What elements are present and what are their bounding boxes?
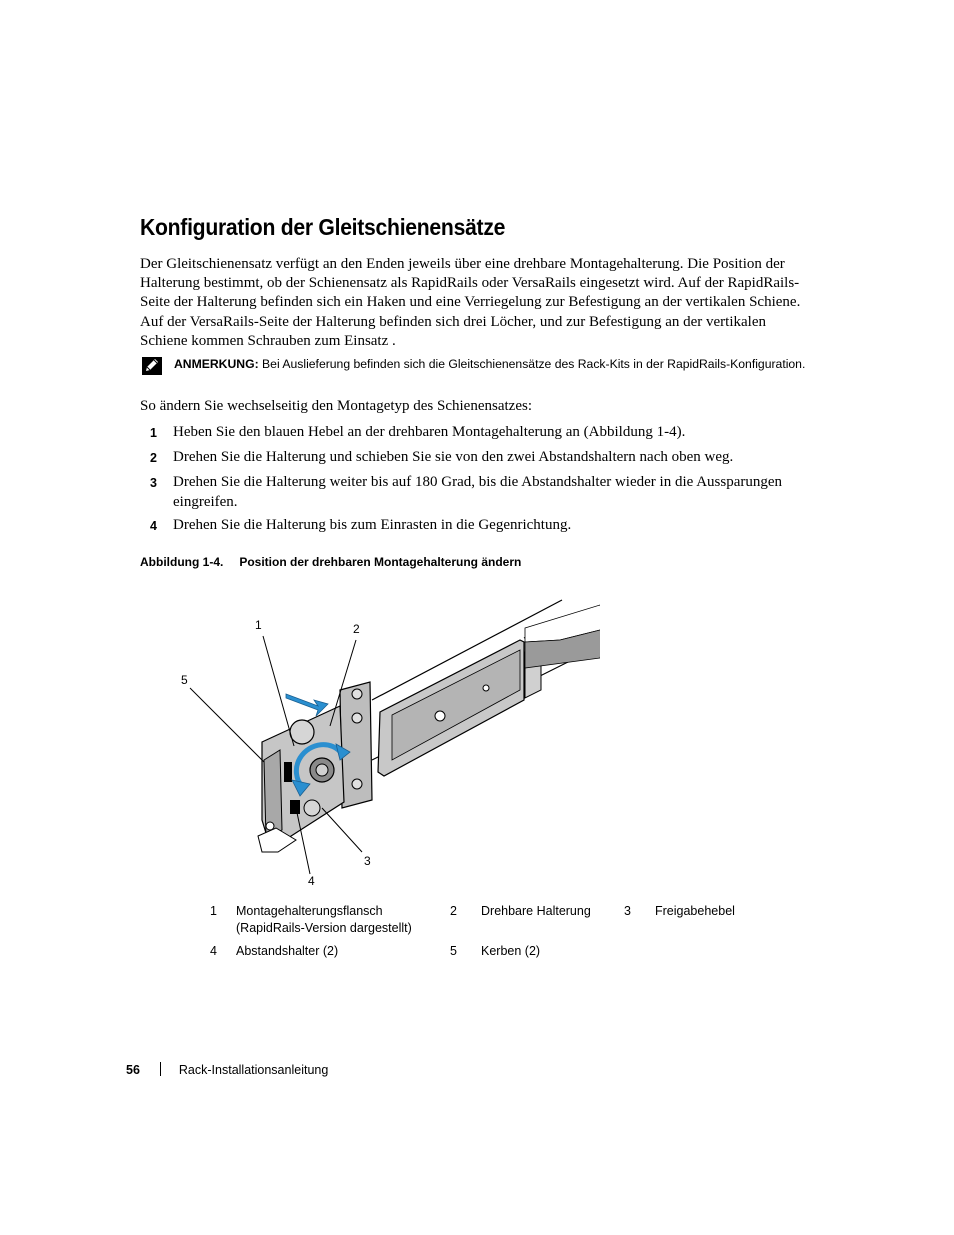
legend-number: 4 — [210, 944, 217, 958]
legend-number: 3 — [624, 904, 631, 918]
caption-label: Abbildung 1-4. — [140, 555, 224, 569]
step-number: 2 — [150, 451, 157, 465]
pencil-note-icon — [142, 357, 162, 375]
step-number: 1 — [150, 426, 157, 440]
callout-1: 1 — [255, 618, 262, 632]
note-body: Bei Auslieferung befinden sich die Gleitschienensätze des Rack-Kits in der RapidRails-Konfiguration. — [262, 357, 806, 371]
page-footer — [126, 1062, 328, 1077]
footer-divider — [160, 1062, 161, 1076]
step-number: 3 — [150, 476, 157, 490]
caption-text: Position der drehbaren Montagehalterung ändern — [239, 555, 522, 569]
steps-lead: So ändern Sie wechselseitig den Montagetyp des Schienensatzes: — [140, 398, 532, 414]
legend-number: 2 — [450, 904, 457, 918]
legend-number: 5 — [450, 944, 457, 958]
page-number: 56 — [126, 1063, 140, 1077]
footer-title: Rack-Installationsanleitung — [178, 1063, 329, 1077]
step-number: 4 — [150, 519, 157, 533]
callout-3: 3 — [364, 854, 371, 868]
note-label: ANMERKUNG: — [174, 357, 259, 371]
figure-caption — [140, 555, 521, 569]
callout-2: 2 — [353, 622, 360, 636]
callout-4: 4 — [308, 874, 315, 888]
legend-text: Abstandshalter (2) — [236, 944, 339, 958]
step-text: Heben Sie den blauen Hebel an der drehbaren Montagehalterung an (Abbildung 1-4). — [173, 424, 686, 440]
legend-number: 1 — [210, 904, 217, 918]
bracket-illustration — [170, 595, 600, 895]
legend-text: Drehbare Halterung — [481, 904, 591, 918]
step-text: Drehen Sie die Halterung und schieben Sie sie von den zwei Abstandshaltern nach oben weg. — [173, 449, 734, 465]
note-text — [174, 355, 814, 374]
intro-paragraph: Der Gleitschienensatz verfügt an den Enden jeweils über eine drehbare Montagehalterung. Die Position der Halterung bestimmt, ob der Schienensatz als RapidRails oder VersaRails eingesetzt wird. Auf der RapidRails-Seite der Halterung befinden sich ein Haken und eine Verriegelung zur Befestigung an der vertikalen Schiene. Auf der VersaRails-Seite der Halterung befinden sich drei Löcher, und zur Befestigung an der vertikalen Schiene kommen Schrauben zum Einsatz . — [140, 256, 801, 349]
legend-text: Montagehalterungsflansch (RapidRails-Version dargestellt) — [236, 904, 412, 935]
callout-5: 5 — [181, 673, 188, 687]
legend-text: Kerben (2) — [481, 944, 541, 958]
bracket-drawing — [170, 595, 600, 895]
page-title: Konfiguration der Gleitschienensätze — [140, 214, 506, 240]
step-text: Drehen Sie die Halterung weiter bis auf 180 Grad, bis die Abstandshalter wieder in die Aussparungen eingreifen. — [173, 474, 783, 510]
step-text: Drehen Sie die Halterung bis zum Einrasten in die Gegenrichtung. — [173, 517, 572, 533]
legend-text: Freigabehebel — [655, 904, 735, 918]
